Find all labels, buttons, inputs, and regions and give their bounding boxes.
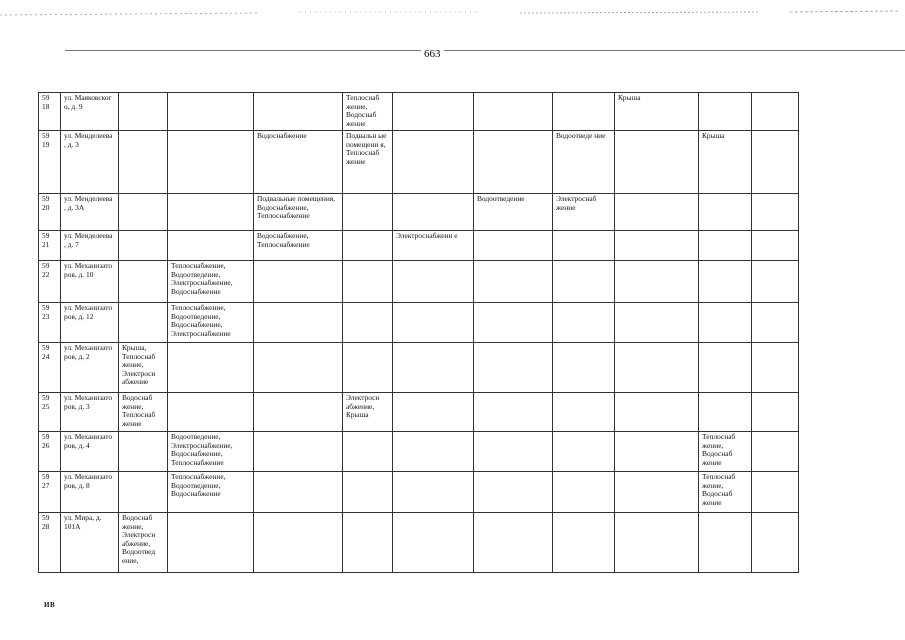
work-cell [119,432,168,472]
work-cell: Подвальн ые помещени я, Теплоснаб жение [343,131,393,194]
work-cell [119,93,168,131]
work-cell: Водоснабжение [254,131,343,194]
work-cell [752,513,799,573]
work-cell [254,343,343,393]
row-number-cell [39,303,61,343]
row-number-prefix: 59 [42,194,50,203]
row-number-prefix: 59 [42,393,50,402]
row-number-suffix: 27 [42,480,50,490]
work-cell [474,432,553,472]
row-number-suffix: 28 [42,521,50,531]
row-number-cell [39,231,61,261]
work-cell [254,513,343,573]
work-cell: Электроснабжени е [393,231,474,261]
work-cell [615,131,699,194]
table-row [39,93,799,131]
work-cell [615,303,699,343]
table-body [39,93,799,573]
row-number-prefix: 59 [42,472,50,481]
work-cell [699,231,752,261]
row-number-cell [39,194,61,231]
work-cell [474,131,553,194]
address-cell: ул. Механизато ров, д. 12 [61,303,119,343]
table-row [39,194,799,231]
work-cell: Теплоснабжение, Водоотведение, Водоснабжение [168,472,254,513]
work-cell: Теплоснаб жение, Водоснаб жение [699,472,752,513]
work-cell [254,303,343,343]
work-cell: Водоснабжение, Теплоснабжение [254,231,343,261]
row-number-suffix: 24 [42,351,50,361]
work-cell [752,393,799,432]
work-cell: Водоотведе ние [553,131,615,194]
row-number-prefix: 59 [42,131,50,140]
address-cell: ул. Мира, д. 101А [61,513,119,573]
work-cell: Теплоснаб жение, Водоснаб жение [699,432,752,472]
work-cell [119,261,168,303]
work-cell [119,194,168,231]
row-number-prefix: 59 [42,432,50,441]
work-cell [343,261,393,303]
footer-mark: ИВ [44,601,56,609]
work-cell [553,432,615,472]
work-cell [699,393,752,432]
work-cell [615,261,699,303]
work-cell [343,432,393,472]
work-cell [119,472,168,513]
work-cell [615,513,699,573]
work-cell [699,93,752,131]
work-cell [393,432,474,472]
work-cell [615,432,699,472]
table-row [39,231,799,261]
work-cell [343,303,393,343]
work-cell [393,303,474,343]
work-cell: Водоснаб жение, Теплоснаб жение [119,393,168,432]
work-cell [119,231,168,261]
work-cell [168,343,254,393]
work-cell [553,513,615,573]
work-cell [752,472,799,513]
address-cell: ул. Механизато ров, д. 4 [61,432,119,472]
work-cell [553,303,615,343]
work-cell [615,393,699,432]
work-cell [615,194,699,231]
row-number-cell [39,93,61,131]
work-cell [343,513,393,573]
work-cell [254,432,343,472]
work-cell [343,231,393,261]
work-cell [699,261,752,303]
work-cell [393,93,474,131]
work-cell: Водоотведение, Электроснабжение, Водоснабжение, Теплоснабжение [168,432,254,472]
header-rule [65,50,905,51]
work-cell: Теплоснабжение, Водоотведение, Электроснабжение, Водоснабжение [168,261,254,303]
work-cell [752,93,799,131]
row-number-cell [39,131,61,194]
work-cell [393,131,474,194]
work-cell [699,194,752,231]
work-cell [168,513,254,573]
table-row [39,261,799,303]
work-cell [699,343,752,393]
row-number-cell [39,261,61,303]
table-row [39,131,799,194]
work-cell: Электросн абжение, Крыша [343,393,393,432]
row-number-suffix: 20 [42,202,50,212]
row-number-cell [39,393,61,432]
work-cell [254,472,343,513]
work-cell [168,194,254,231]
row-number-prefix: 59 [42,93,50,102]
work-cell [752,231,799,261]
work-cell: Теплоснаб жение, Водоснаб жение [343,93,393,131]
work-cell: Крыша, Теплоснаб жение, Электроси абжение [119,343,168,393]
work-cell [553,231,615,261]
work-cell [168,131,254,194]
row-number-suffix: 21 [42,239,50,249]
work-cell [343,472,393,513]
address-cell: ул. Менделеева , д. 3 [61,131,119,194]
work-cell [553,393,615,432]
work-cell [393,261,474,303]
row-number-cell [39,513,61,573]
work-cell [474,343,553,393]
scan-noise-strip [0,7,905,19]
work-cell [553,343,615,393]
row-number-suffix: 22 [42,269,50,279]
row-number-cell [39,343,61,393]
work-cell: Водоснаб жение, Электросн абжение, Водоотвед ение, [119,513,168,573]
row-number-cell [39,432,61,472]
work-cell [752,303,799,343]
work-cell [119,303,168,343]
data-table [38,92,799,573]
work-cell [474,513,553,573]
work-cell [393,472,474,513]
work-cell [752,261,799,303]
address-cell: ул. Механизато ров, д. 2 [61,343,119,393]
work-cell [615,343,699,393]
address-cell: ул. Менделеева , д. 3А [61,194,119,231]
work-cell [553,472,615,513]
work-cell: Подвальные помещения, Водоснабжение, Теплоснабжение [254,194,343,231]
work-cell [393,393,474,432]
work-cell [752,194,799,231]
row-number-prefix: 59 [42,231,50,240]
work-cell: Водоотведение [474,194,553,231]
work-cell [474,261,553,303]
address-cell: ул. Менделеева , д. 7 [61,231,119,261]
row-number-prefix: 59 [42,343,50,352]
work-cell [752,131,799,194]
work-cell [615,231,699,261]
work-cell [168,393,254,432]
row-number-suffix: 26 [42,440,50,450]
work-cell [254,93,343,131]
work-cell: Крыша [615,93,699,131]
table-row [39,513,799,573]
work-cell [474,393,553,432]
row-number-prefix: 59 [42,303,50,312]
work-cell [393,194,474,231]
work-cell [553,93,615,131]
work-cell: Электроснаб жение [553,194,615,231]
work-cell [343,194,393,231]
row-number-suffix: 23 [42,311,50,321]
row-number-cell [39,472,61,513]
work-cell [474,231,553,261]
work-cell [752,432,799,472]
work-cell [615,472,699,513]
address-cell: ул. Маяковског о, д. 9 [61,93,119,131]
work-cell [343,343,393,393]
work-cell [168,231,254,261]
row-number-suffix: 18 [42,101,50,111]
table-row [39,393,799,432]
row-number-suffix: 25 [42,401,50,411]
row-number-prefix: 59 [42,513,50,522]
row-number-prefix: 59 [42,261,50,270]
work-cell [168,93,254,131]
address-cell: ул. Механизато ров, д. 8 [61,472,119,513]
table-row [39,303,799,343]
work-cell [254,393,343,432]
table-row [39,432,799,472]
work-cell [254,261,343,303]
work-cell [699,513,752,573]
work-cell [474,303,553,343]
work-cell [119,131,168,194]
work-cell [393,513,474,573]
work-cell [474,93,553,131]
table-row [39,472,799,513]
work-cell [553,261,615,303]
work-cell: Крыша [699,131,752,194]
address-cell: ул. Механизато ров, д. 10 [61,261,119,303]
work-cell: Теплоснабжение, Водоотведение, Водоснабжение, Электроснабжение [168,303,254,343]
work-cell [393,343,474,393]
work-cell [474,472,553,513]
table-row [39,343,799,393]
work-cell [752,343,799,393]
work-cell [699,303,752,343]
row-number-suffix: 19 [42,139,50,149]
page-number: 663 [421,48,444,60]
address-cell: ул. Механизато ров, д. 3 [61,393,119,432]
